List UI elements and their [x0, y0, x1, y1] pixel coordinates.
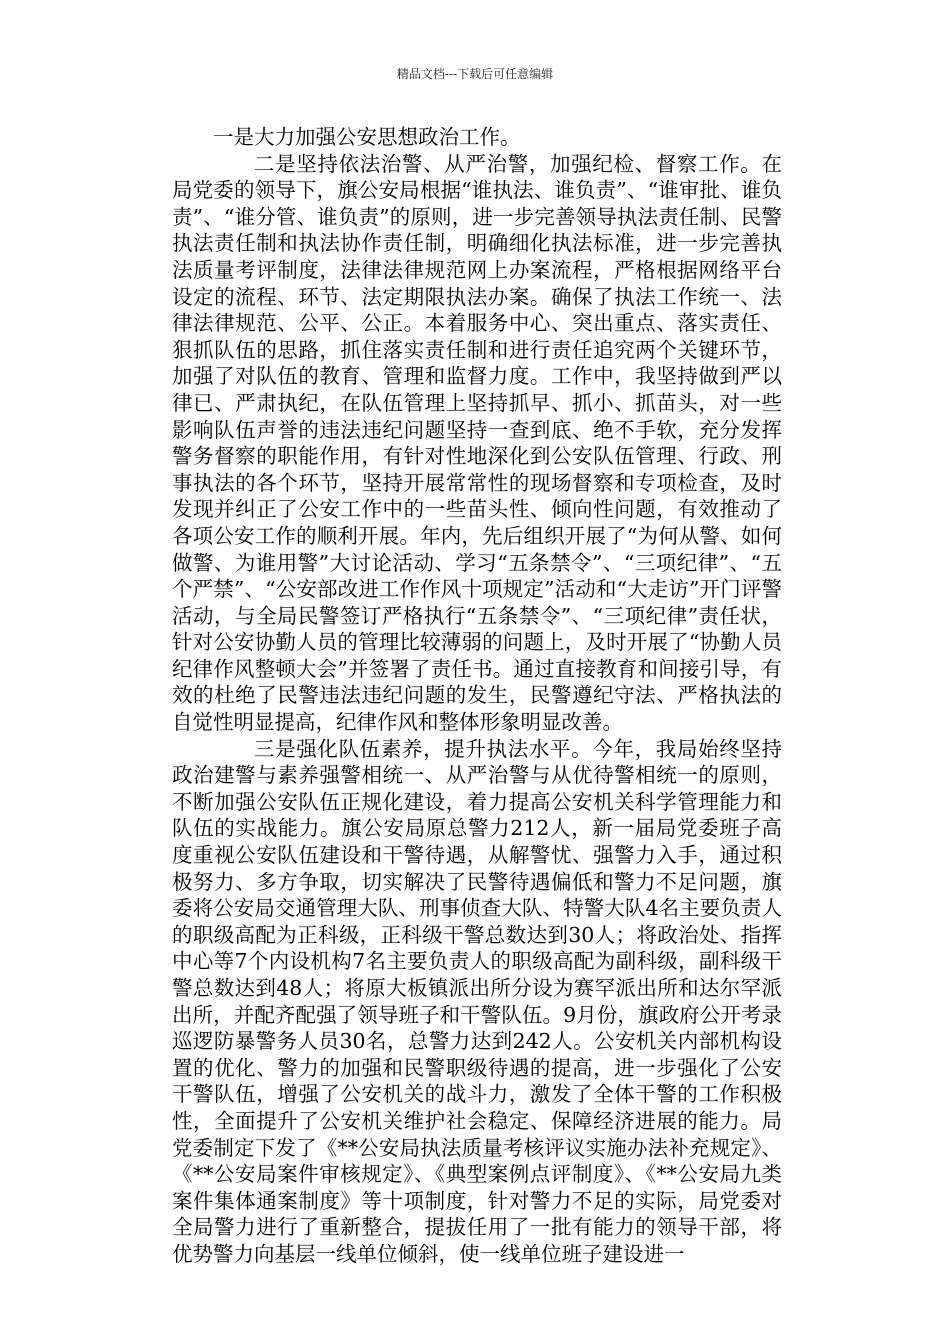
paragraph-3: 三是强化队伍素养，提升执法水平。今年，我局始终坚持政治建警与素养强警相统一、从严治警与从优待警相统一的原则，不断加强公安队伍正规化建设，着力提高公安机关科学管理能力和队伍的实战能力。旗公安局原总警力212人，新一届局党委班子高度重视公安队伍建设和干警待遇，从解警忧、强警力入手，通过积极努力、多方争取，切实解决了民警待遇偏低和警力不足问题，旗委将公安局交通管理大队、刑事侦查大队、特警大队4名主要负责人的职级高配为正科级，正科级干警总数达到30人；将政治处、指挥中心等7个内设机构7名主要负责人的职级高配为副科级，副科级干警总数达到48人；将原大板镇派出所分设为赛罕派出所和达尔罕派出所，并配齐配强了领导班子和干警队伍。9月份，旗政府公开考录巡逻防暴警务人员30名，总警力达到242人。公安机关内部机构设置的优化、警力的加强和民警职级待遇的提高，进一步强化了公安干警队伍，增强了公安机关的战斗力，激发了全体干警的工作积极性，全面提升了公安机关维护社会稳定、保障经济进展的能力。局党委制定下发了《**公安局执法质量考核评议实施办法补充规定》、《**公安局案件审核规定》、《典型案例点评制度》、《**公安局九类案件集体通案制度》等十项制度，针对警力不足的实际，局党委对全局警力进行了重新整合，提拔任用了一批有能力的领导干部，将优势警力向基层一线单位倾斜，使一线单位班子建设进一: [172, 736, 782, 1266]
page-header: 精品文档---下载后可任意编辑: [396, 67, 554, 81]
paragraph-1: 一是大力加强公安思想政治工作。: [213, 125, 521, 149]
document-body: [172, 124, 782, 1268]
paragraph-2: 二是坚持依法治警、从严治警，加强纪检、督察工作。在局党委的领导下，旗公安局根据“谁执法、谁负责”、“谁审批、谁负责”、“谁分管、谁负责”的原则，进一步完善领导执法责任制、民警执法责任制和执法协作责任制，明确细化执法标准，进一步完善执法质量考评制度，法律法律规范网上办案流程，严格根据网络平台设定的流程、环节、法定期限执法办案。确保了执法工作统一、法律法律规范、公平、公正。本着服务中心、突出重点、落实责任、狠抓队伍的思路，抓住落实责任制和进行责任追究两个关键环节，加强了对队伍的教育、管理和监督力度。工作中，我坚持做到严以律已、严肃执纪，在队伍管理上坚持抓早、抓小、抓苗头，对一些影响队伍声誉的违法违纪问题坚持一查到底、绝不手软，充分发挥警务督察的职能作用，有针对性地深化到公安队伍管理、行政、刑事执法的各个环节，坚持开展常常性的现场督察和专项检查，及时发现并纠正了公安工作中的一些苗头性、倾向性问题，有效推动了各项公安工作的顺利开展。年内，先后组织开展了“为何从警、如何做警、为谁用警”大讨论活动、学习“五条禁令”、“三项纪律”、“五个严禁”、“公安部改进工作作风十项规定”活动和“大走访”开门评警活动，与全局民警签订严格执行“五条禁令”、“三项纪律”责任状，针对公安协勤人员的管理比较薄弱的问题上，及时开展了“协勤人员纪律作风整顿大会”并签署了责任书。通过直接教育和间接引导，有效的杜绝了民警违法违纪问题的发生，民警遵纪守法、严格执法的自觉性明显提高，纪律作风和整体形象明显改善。: [172, 151, 782, 735]
